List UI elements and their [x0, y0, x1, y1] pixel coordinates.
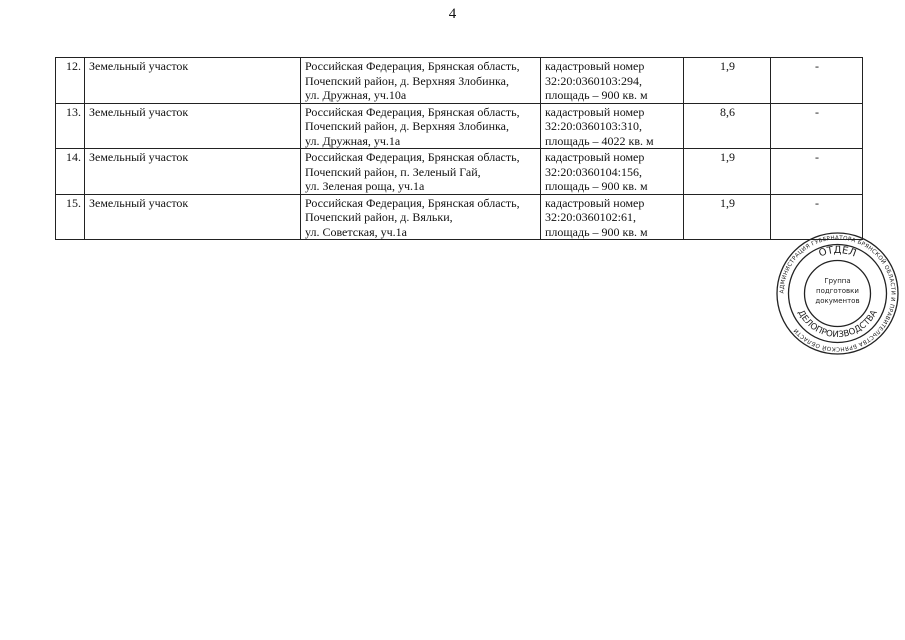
cadastre-info	[541, 194, 684, 240]
row-number: 14.	[56, 149, 85, 195]
table-row	[56, 58, 863, 104]
area-value: 1,9	[684, 194, 771, 240]
page-number: 4	[448, 6, 457, 22]
extra-value: -	[771, 194, 863, 240]
cadastre-line: кадастровый номер	[545, 195, 645, 210]
area-value: 8,6	[684, 103, 771, 149]
table-row	[56, 149, 863, 195]
row-number: 15.	[56, 194, 85, 240]
cadastre-line: 32:20:0360102:61,	[545, 210, 637, 224]
office-stamp	[775, 231, 900, 356]
cadastre-line: площадь – 900 кв. м	[545, 179, 648, 193]
object-name: Земельный участок	[85, 58, 301, 104]
address-line: Почепский район, д. Верхняя Злобинка,	[305, 119, 509, 133]
table-body	[56, 58, 863, 240]
stamp-top-text: ОТДЕЛ	[817, 245, 858, 260]
svg-text:ДЕЛОПРОИЗВОДСТВА	[795, 309, 879, 341]
cadastre-line: площадь – 900 кв. м	[545, 88, 648, 102]
table-row	[56, 194, 863, 240]
cadastre-line: 32:20:0360103:310,	[545, 119, 643, 133]
address-line: ул. Зеленая роща, уч.1а	[305, 179, 425, 193]
svg-text:ОТДЕЛ	[817, 245, 857, 260]
row-number: 13.	[56, 103, 85, 149]
address-line: ул. Дружная, уч.1а	[305, 133, 401, 148]
cadastre-line: 32:20:0360103:294,	[545, 73, 643, 88]
cadastre-line: кадастровый номер	[545, 104, 645, 119]
area-value: 1,9	[684, 58, 771, 104]
object-address	[301, 149, 541, 195]
address-line: Российская Федерация, Брянская область,	[305, 195, 520, 210]
area-value: 1,9	[684, 149, 771, 195]
stamp-center-line: подготовки	[816, 287, 859, 295]
address-line: Почепский район, д. Верхняя Злобинка,	[305, 73, 509, 88]
object-name: Земельный участок	[85, 149, 301, 195]
stamp-bottom-text: ДЕЛОПРОИЗВОДСТВА	[795, 308, 880, 341]
object-address	[301, 194, 541, 240]
cadastre-info	[541, 149, 684, 195]
object-address	[301, 103, 541, 149]
land-plots-table	[55, 57, 863, 240]
address-line: Почепский район, п. Зеленый Гай,	[305, 164, 481, 179]
stamp-center-line: документов	[815, 297, 860, 305]
object-address	[301, 58, 541, 104]
stamp-center-line: Группа	[824, 277, 851, 285]
address-line: Российская Федерация, Брянская область,	[305, 104, 520, 119]
address-line: ул. Дружная, уч.10а	[305, 88, 407, 102]
cadastre-line: кадастровый номер	[545, 150, 645, 164]
address-line: ул. Советская, уч.1а	[305, 224, 407, 239]
cadastre-info	[541, 58, 684, 104]
extra-value: -	[771, 103, 863, 149]
cadastre-line: площадь – 900 кв. м	[545, 224, 648, 239]
extra-value: -	[771, 149, 863, 195]
address-line: Почепский район, д. Вяльки,	[305, 210, 453, 224]
address-line: Российская Федерация, Брянская область,	[305, 59, 520, 73]
table-row	[56, 103, 863, 149]
object-name: Земельный участок	[85, 103, 301, 149]
address-line: Российская Федерация, Брянская область,	[305, 150, 520, 164]
cadastre-info	[541, 103, 684, 149]
object-name: Земельный участок	[85, 194, 301, 240]
cadastre-line: 32:20:0360104:156,	[545, 164, 643, 179]
cadastre-line: кадастровый номер	[545, 59, 645, 73]
stamp-ring-text: АДМИНИСТРАЦИЯ ГУБЕРНАТОРА БРЯНСКОЙ ОБЛАСТИ И ПРАВИТЕЛЬСТВА БРЯНСКОЙ ОБЛАСТИ	[779, 235, 896, 352]
extra-value: -	[771, 58, 863, 104]
cadastre-line: площадь – 4022 кв. м	[545, 133, 654, 148]
row-number: 12.	[56, 58, 85, 104]
